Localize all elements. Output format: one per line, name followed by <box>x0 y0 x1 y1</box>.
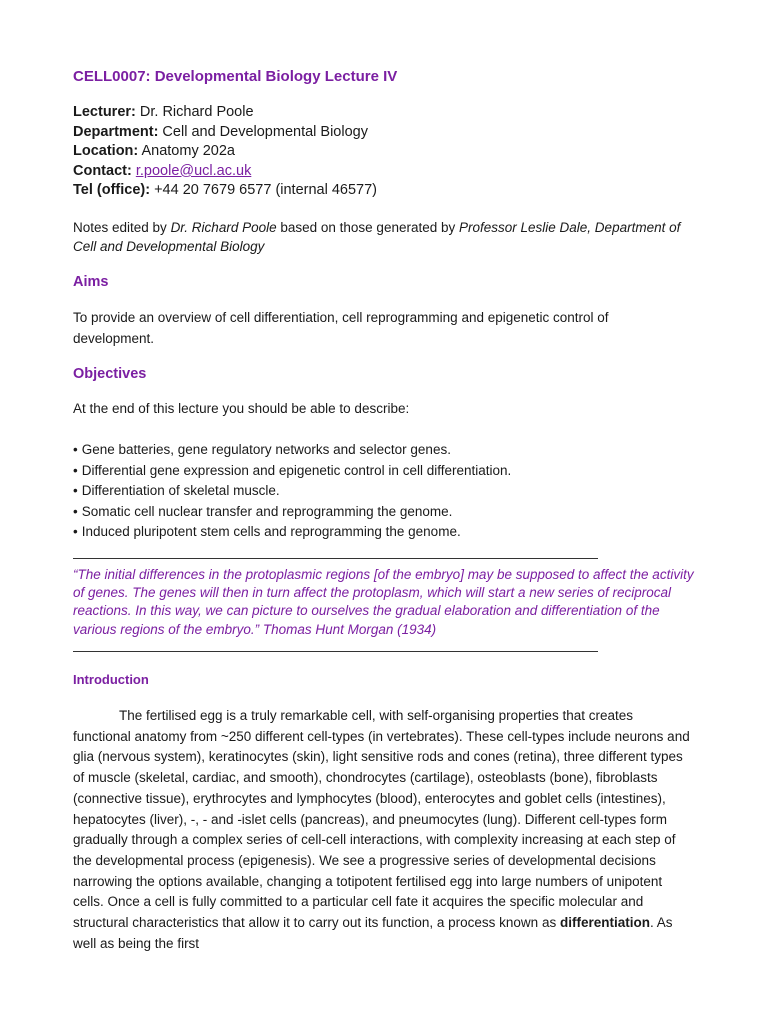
objective-item: • Differentiation of skeletal muscle. <box>73 481 511 502</box>
lecturer-label: Lecturer: <box>73 104 136 120</box>
aims-text: To provide an overview of cell differentiation, cell reprogramming and epigenetic control of development. <box>73 310 609 346</box>
lecturer-line <box>73 103 377 123</box>
lecturer-value: Dr. Richard Poole <box>135 104 254 120</box>
notes-original-author: Professor Leslie Dale, Department of Cell and Developmental Biology <box>73 220 681 254</box>
notes-middle: based on those generated by <box>276 220 459 235</box>
location-value: Anatomy 202a <box>138 143 235 160</box>
notes-editor: Dr. Richard Poole <box>170 220 277 235</box>
tel-line <box>73 181 377 201</box>
objectives-heading: Objectives <box>73 366 147 382</box>
objectives-intro: At the end of this lecture you should be able to describe: <box>73 401 410 416</box>
notes-prefix: Notes edited by <box>73 220 171 235</box>
objective-item: • Differential gene expression and epigenetic control in cell differentiation. <box>73 461 511 482</box>
department-value: Cell and Developmental Biology <box>158 123 368 140</box>
intro-body-tail: . As well as being the first <box>73 915 673 951</box>
contact-email-link[interactable]: r.poole@ucl.ac.uk <box>135 162 252 179</box>
contact-label: Contact: <box>73 162 132 179</box>
introduction-paragraph <box>73 706 693 954</box>
location-label: Location: <box>73 143 139 160</box>
divider-top <box>73 558 598 559</box>
department-line <box>73 123 377 143</box>
contact-line <box>73 162 377 182</box>
objective-item: • Induced pluripotent stem cells and reprogramming the genome. <box>73 522 511 543</box>
introduction-heading: Introduction <box>73 672 149 687</box>
lecture-info <box>73 103 377 201</box>
intro-body: The fertilised egg is a truly remarkable cell, with self-organising properties that creates functional anatomy from ~250 different cell-types (in vertebrates). These cell-types include neurons and glia (nervous system), keratinocytes (skin), light sensitive rods and cones (retina), three different types of muscle (skeletal, cardiac, and smooth), chondrocytes (cartilage), osteoblasts (bone), fibroblasts (connective tissue), erythrocytes and lymphocytes (blood), enterocytes and goblet cells (intestines), hepatocytes (liver), -, - and -islet cells (pancreas), and pneumocytes (lung). Different cell-types form gradually through a complex series of cell-cell interactions, with complexity increasing at each step of the developmental process (epigenesis). We see a progressive series of developmental decisions narrowing the options available, changing a totipotent fertilised egg into large numbers of unipotent cells. Once a cell is fully committed to a particular cell fate it acquires the specific molecular and structural characteristics that allow it to carry out its function, a process known as <box>73 708 690 931</box>
objective-item: • Somatic cell nuclear transfer and reprogramming the genome. <box>73 502 511 523</box>
document-title: CELL0007: Developmental Biology Lecture IV <box>73 68 398 85</box>
objective-item: • Gene batteries, gene regulatory networks and selector genes. <box>73 440 511 461</box>
objectives-list <box>73 440 511 543</box>
tel-label: Tel (office): <box>73 182 151 199</box>
location-line <box>73 142 377 162</box>
divider-bottom <box>73 651 598 652</box>
notes-credit <box>73 218 693 256</box>
aims-heading: Aims <box>73 274 109 290</box>
department-label: Department: <box>73 123 159 140</box>
differentiation-term: differentiation <box>559 915 650 931</box>
morgan-quote: “The initial differences in the protoplasmic regions [of the embryo] may be supposed to affect the activity of genes. The genes will then in turn affect the protoplasm, which will start a new series of reciprocal reactions. In this way, we can picture to ourselves the gradual elaboration and differentiation of the various regions of the embryo.” Thomas Hunt Morgan (1934) <box>73 567 694 637</box>
tel-value: +44 20 7679 6577 (internal 46577) <box>150 182 378 199</box>
